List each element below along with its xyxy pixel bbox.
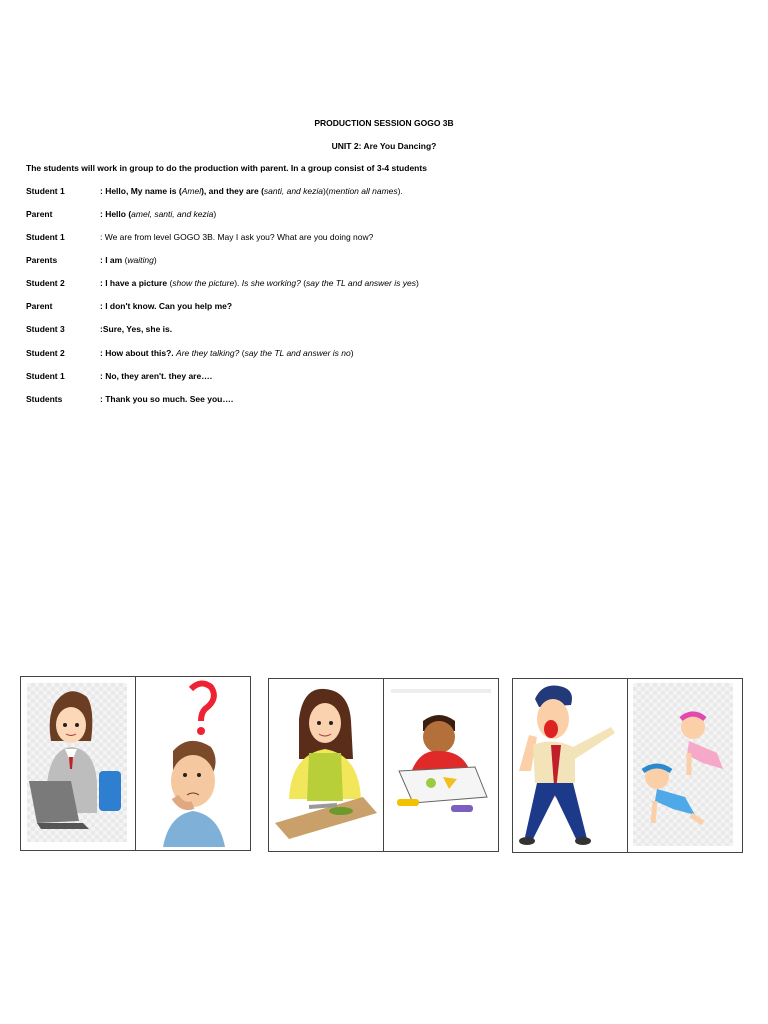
unit-title: UNIT 2: Are You Dancing? — [331, 141, 437, 151]
picture-card-cooking-drawing — [268, 678, 499, 852]
kids-exercising-image — [633, 683, 733, 846]
man-shouting-image — [513, 679, 627, 852]
speaker-label: Parent — [26, 301, 53, 311]
speaker-label: Parents — [26, 255, 58, 265]
speaker-label: Student 2 — [26, 348, 65, 358]
speaker-label: Student 1 — [26, 232, 65, 242]
dialogue-text: : Hello, My name is (Amel), and they are (santi, and kezia)(mention all names). — [100, 186, 403, 196]
picture-card-working — [20, 676, 251, 851]
dialogue-text: : No, they aren't. they are…. — [100, 371, 213, 381]
speaker-label: Student 1 — [26, 371, 65, 381]
dialogue-text: : We are from level GOGO 3B. May I ask you? What are you doing now? — [100, 232, 374, 242]
instructions-text: The students will work in group to do the production with parent. In a group consist of 3-4 students — [26, 163, 427, 173]
speaker-label: Student 1 — [26, 186, 65, 196]
woman-laptop-image — [27, 683, 127, 842]
girl-cutting-image — [269, 679, 383, 851]
speaker-label: Student 2 — [26, 278, 65, 288]
document-title: PRODUCTION SESSION GOGO 3B — [314, 118, 454, 128]
dialogue-text: : I am (waiting) — [100, 255, 157, 265]
dialogue-text: : I don't know. Can you help me? — [100, 301, 233, 311]
picture-card-shouting-exercise — [512, 678, 743, 853]
dialogue-text: : How about this?. Are they talking? (say the TL and answer is no) — [100, 348, 354, 358]
speaker-label: Students — [26, 394, 63, 404]
dialogue-text: :Sure, Yes, she is. — [100, 324, 173, 334]
dialogue-text: : Hello (amel, santi, and kezia) — [100, 209, 217, 219]
speaker-label: Student 3 — [26, 324, 65, 334]
boy-drawing-image — [387, 679, 495, 851]
speaker-label: Parent — [26, 209, 53, 219]
dialogue-text: : Thank you so much. See you…. — [100, 394, 234, 404]
dialogue-text: : I have a picture (show the picture). Is she working? (say the TL and answer is yes) — [100, 278, 419, 288]
confused-boy-image — [139, 677, 247, 850]
